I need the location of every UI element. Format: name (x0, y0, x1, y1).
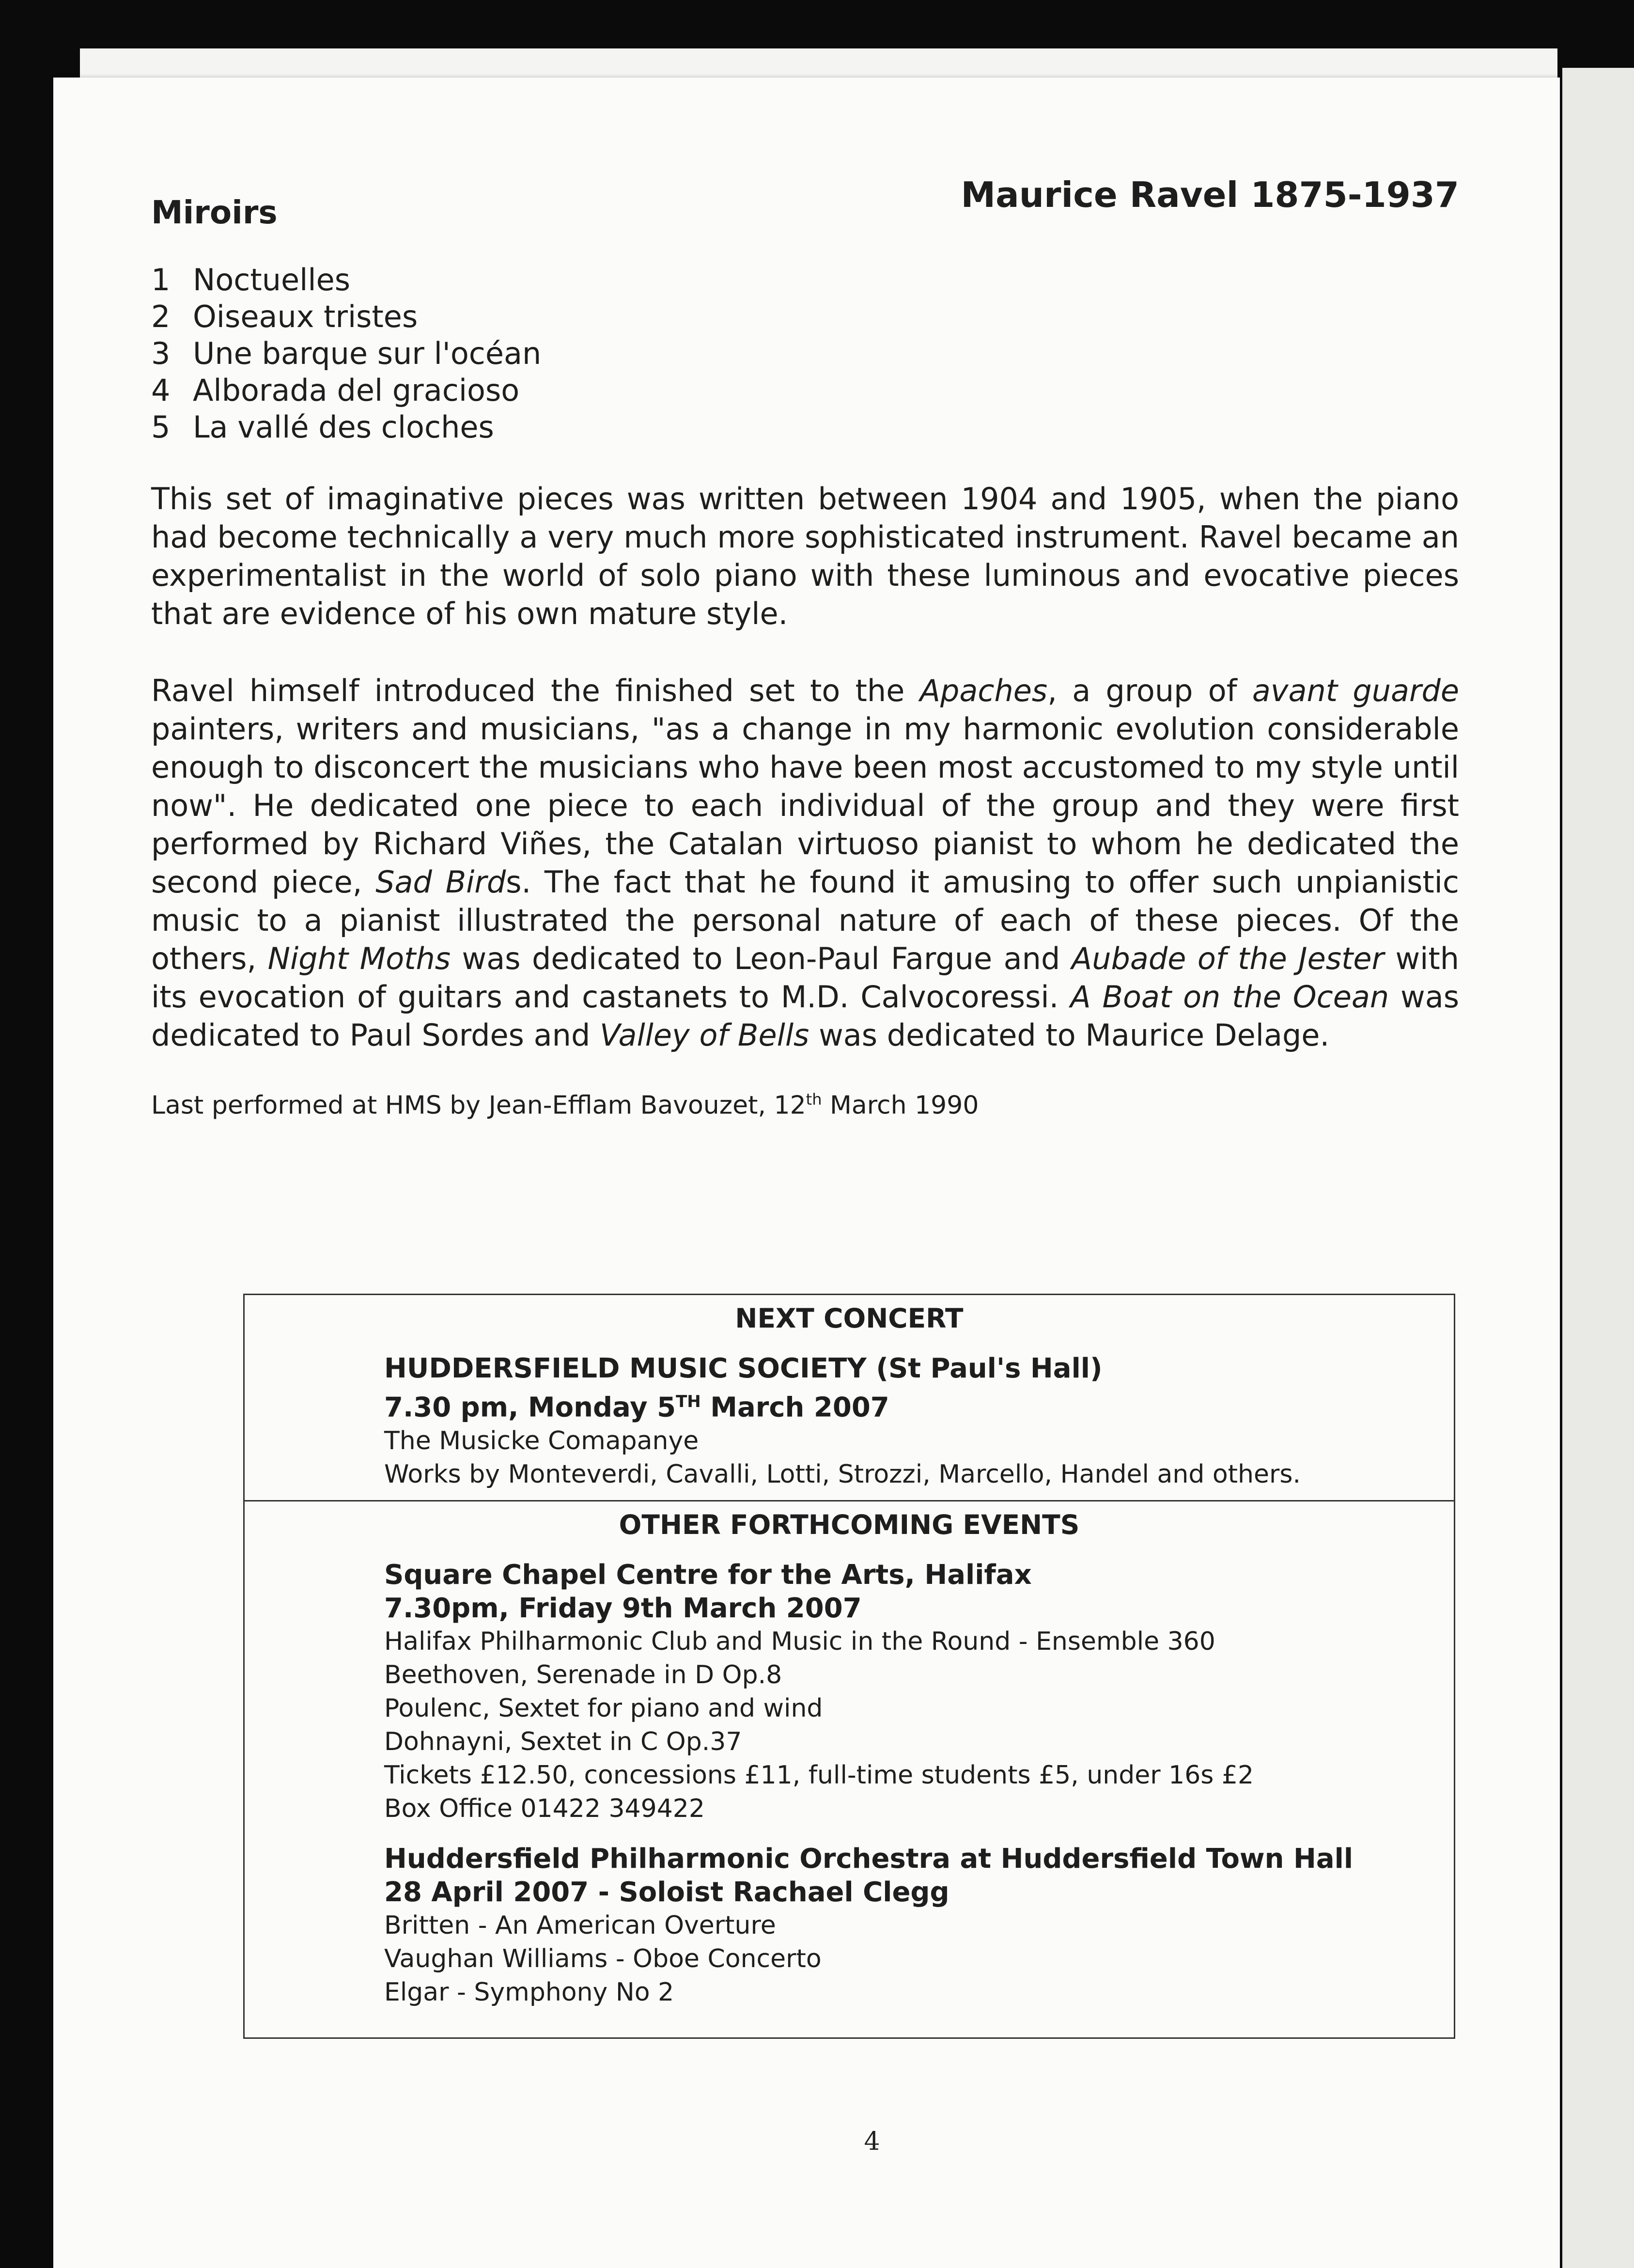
text-run: Ravel himself introduced the finished set to the (151, 673, 920, 708)
list-item (151, 409, 1459, 446)
ordinal-suffix: th (806, 1090, 822, 1109)
title-sad-birds: Sad Bird (375, 864, 506, 900)
next-concert-performer: The Musicke Comapanye (384, 1426, 699, 1455)
title-apaches: Apaches (919, 673, 1048, 708)
event-venue: Huddersfield Philharmonic Orchestra at Huddersfield Town Hall (384, 1843, 1354, 1875)
movement-name: Noctuelles (193, 262, 351, 297)
last-performed-text: Last performed at HMS by Jean-Efflam Bavouzet, 12 (151, 1091, 806, 1120)
text-run: was dedicated to Maurice Delage. (809, 1017, 1330, 1053)
title-boat-on-ocean: A Boat on the Ocean (1070, 979, 1389, 1015)
next-sheet-edge (1562, 68, 1634, 2268)
event-line: Halifax Philharmonic Club and Music in the Round - Ensemble 360 (384, 1627, 1215, 1656)
next-concert-section (245, 1295, 1454, 1500)
text-run: was dedicated to Leon-Paul Fargue and (451, 941, 1072, 976)
text-run: with its evocation of guitars and castanets to M.D. Calvocoressi. (151, 941, 1460, 1015)
last-performed-tail: March 1990 (822, 1091, 979, 1120)
events-box (243, 1294, 1455, 2039)
event-datetime: 28 April 2007 - Soloist Rachael Clegg (384, 1876, 949, 1908)
title-night-moths: Night Moths (267, 941, 451, 976)
movement-number: 3 (151, 336, 171, 371)
movement-list (151, 262, 1459, 446)
composer-heading: Maurice Ravel 1875-1937 (961, 174, 1459, 215)
movement-number: 1 (151, 262, 171, 297)
event-line: Vaughan Williams - Oboe Concerto (384, 1944, 822, 1973)
movement-number: 2 (151, 299, 171, 334)
piece-title: Miroirs (151, 194, 278, 231)
movement-name: La vallé des cloches (193, 409, 494, 445)
event-datetime: 7.30pm, Friday 9th March 2007 (384, 1592, 862, 1624)
spacer (384, 2009, 1454, 2029)
term-avant-guarde: avant guarde (1252, 673, 1460, 708)
text-run: s. The fact that he found it amusing to offer such unpianistic music to a pianist illustrated the personal nature of each of these pieces. Of the others, (151, 864, 1459, 976)
piece-header (151, 174, 1459, 242)
title-aubade: Aubade of the Jester (1071, 941, 1384, 976)
list-item (151, 372, 1459, 409)
event-line: Tickets £12.50, concessions £11, full-time students £5, under 16s £2 (384, 1760, 1254, 1790)
movement-number: 4 (151, 373, 171, 408)
movement-name: Une barque sur l'océan (193, 336, 542, 371)
event-line: Poulenc, Sextet for piano and wind (384, 1693, 823, 1723)
event-line: Box Office 01422 349422 (384, 1794, 705, 1823)
next-concert-works: Works by Monteverdi, Cavalli, Lotti, Strozzi, Marcello, Handel and others. (384, 1459, 1301, 1489)
event-line: Elgar - Symphony No 2 (384, 1977, 674, 2007)
event-line: Beethoven, Serenade in D Op.8 (384, 1660, 782, 1689)
intro-paragraph: This set of imaginative pieces was written between 1904 and 1905, when the piano had become technically a very much more sophisticated instrument. Ravel became an experimentalist in the world of solo piano with these luminous and evocative pieces that are evidence of his own mature style. (151, 481, 1459, 631)
event-venue: Square Chapel Centre for the Arts, Halifax (384, 1559, 1032, 1591)
movement-name: Alborada del gracioso (193, 373, 520, 408)
page-content (151, 174, 1459, 1122)
event-line: Dohnayni, Sextet in C Op.37 (384, 1727, 742, 1756)
movement-number: 5 (151, 409, 171, 445)
date-prefix: 7.30 pm, Monday 5 (384, 1392, 676, 1423)
next-concert-datetime (384, 1385, 1454, 1424)
text-run: painters, writers and musicians, "as a change in my harmonic evolution considerable enough to disconcert the musicians who have been most accustomed to my style until now". He dedicated one piece to each individual of the group and they were first performed by Richard Viñes, the Catalan virtuoso pianist to whom he dedicated the second piece, (151, 711, 1459, 900)
page-number: 4 (864, 2127, 880, 2156)
spacer (384, 1826, 1454, 1842)
programme-page (53, 78, 1560, 2268)
list-item (151, 335, 1459, 372)
date-suffix: March 2007 (700, 1392, 889, 1423)
event-line: Britten - An American Overture (384, 1910, 776, 1940)
text-run: was dedicated to Paul Sordes and (151, 979, 1459, 1053)
other-events-heading: OTHER FORTHCOMING EVENTS (619, 1509, 1080, 1540)
other-events-section (245, 1500, 1454, 2037)
next-concert-heading: NEXT CONCERT (735, 1303, 964, 1334)
list-item (151, 262, 1459, 298)
movement-name: Oiseaux tristes (193, 299, 418, 334)
date-ordinal: TH (676, 1392, 701, 1411)
list-item (151, 298, 1459, 335)
text-run: , a group of (1047, 673, 1252, 708)
next-concert-venue: HUDDERSFIELD MUSIC SOCIETY (St Paul's Hall) (384, 1353, 1103, 1384)
last-performed-note (151, 1082, 1459, 1122)
title-valley-of-bells: Valley of Bells (600, 1017, 809, 1053)
dedication-paragraph (151, 672, 1459, 1054)
